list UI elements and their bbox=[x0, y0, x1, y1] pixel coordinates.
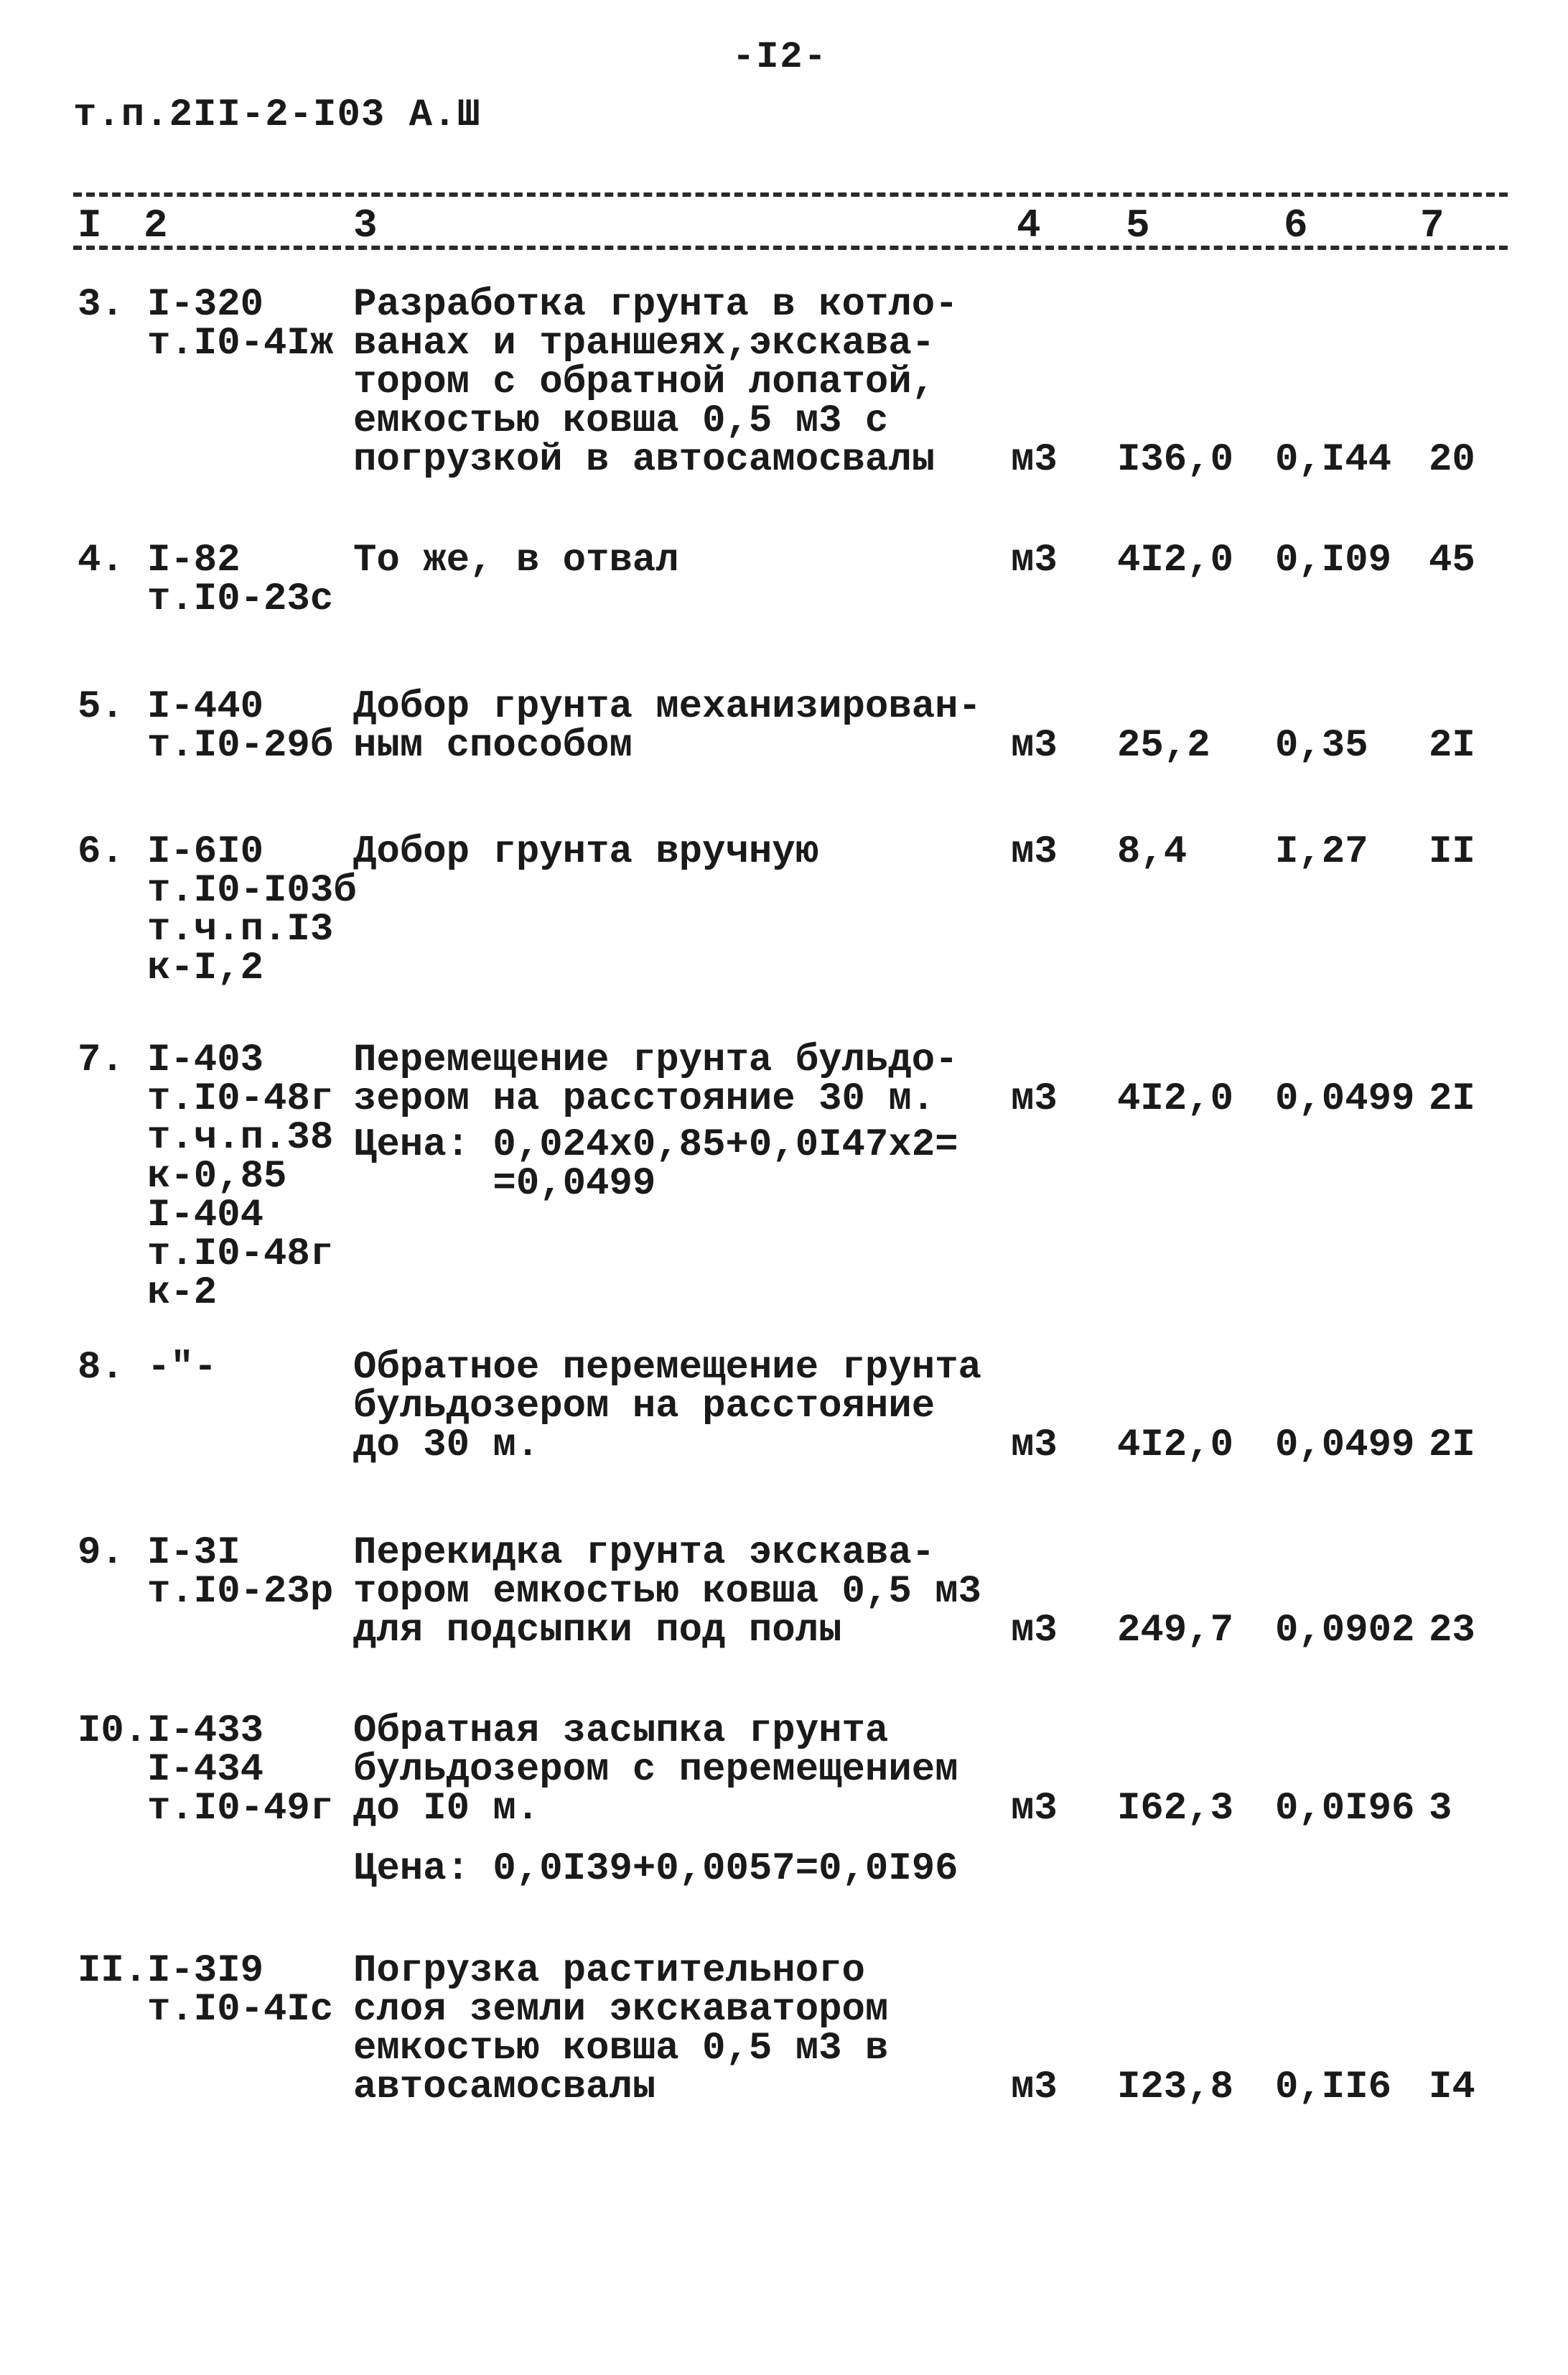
total-value: 2I bbox=[1429, 724, 1475, 768]
norm-reference: I-440 bbox=[147, 685, 264, 729]
unit-of-measure: м3 bbox=[1011, 1423, 1058, 1467]
quantity: 4I2,0 bbox=[1117, 539, 1234, 582]
norm-reference: -"- bbox=[147, 1346, 218, 1390]
work-description: емкостью ковша 0,5 м3 в bbox=[353, 2027, 889, 2070]
price-calculation: =0,0499 bbox=[353, 1162, 656, 1206]
work-description: погрузкой в автосамосвалы bbox=[353, 438, 935, 482]
unit-of-measure: м3 bbox=[1011, 1077, 1058, 1121]
norm-reference: I-6I0 bbox=[147, 830, 264, 874]
row-number: 7. bbox=[78, 1038, 124, 1082]
page-number: -I2- bbox=[732, 36, 828, 78]
norm-reference: I-82 bbox=[147, 539, 241, 582]
row-number: I0. bbox=[78, 1709, 148, 1753]
column-header-2: 2 bbox=[144, 203, 168, 248]
column-header-3: 3 bbox=[353, 203, 378, 248]
work-description: для подсыпки под полы bbox=[353, 1609, 842, 1653]
norm-reference: I-434 bbox=[147, 1748, 264, 1792]
row-number: II. bbox=[78, 1949, 148, 1993]
column-header-4: 4 bbox=[1017, 203, 1041, 248]
work-description: бульдозером на расстояние bbox=[353, 1385, 935, 1428]
unit-norm: I,27 bbox=[1275, 830, 1368, 874]
norm-reference: т.ч.п.38 bbox=[147, 1116, 334, 1160]
quantity: 4I2,0 bbox=[1117, 1077, 1234, 1121]
work-description: до I0 м. bbox=[353, 1787, 540, 1831]
work-description: Обратное перемещение грунта bbox=[353, 1346, 981, 1390]
work-description: Разработка грунта в котло- bbox=[353, 283, 958, 327]
work-description: Обратная засыпка грунта bbox=[353, 1709, 889, 1753]
total-value: 23 bbox=[1429, 1609, 1475, 1653]
column-header-6: 6 bbox=[1284, 203, 1308, 248]
norm-reference: т.I0-23р bbox=[147, 1570, 334, 1614]
norm-reference: I-404 bbox=[147, 1194, 264, 1237]
norm-reference: т.I0-23с bbox=[147, 577, 334, 621]
unit-norm: 0,0902 bbox=[1275, 1609, 1415, 1653]
work-description: ным способом bbox=[353, 724, 633, 768]
quantity: 4I2,0 bbox=[1117, 1423, 1234, 1467]
norm-reference: I-320 bbox=[147, 283, 264, 327]
norm-reference: т.I0-49г bbox=[147, 1787, 334, 1831]
row-number: 5. bbox=[78, 685, 124, 729]
quantity: I36,0 bbox=[1117, 438, 1234, 482]
row-number: 4. bbox=[78, 539, 124, 582]
unit-norm: 0,I09 bbox=[1275, 539, 1392, 582]
norm-reference: к-I,2 bbox=[147, 947, 264, 990]
work-description: слоя земли экскаватором bbox=[353, 1988, 889, 2032]
unit-norm: 0,0499 bbox=[1275, 1077, 1415, 1121]
quantity: 8,4 bbox=[1117, 830, 1187, 874]
norm-reference: I-3I bbox=[147, 1531, 241, 1575]
price-calculation: Цена: 0,0I39+0,0057=0,0I96 bbox=[353, 1847, 958, 1891]
total-value: 2I bbox=[1429, 1077, 1475, 1121]
total-value: 3 bbox=[1429, 1787, 1452, 1831]
row-number: 8. bbox=[78, 1346, 124, 1390]
norm-reference: т.I0-48г bbox=[147, 1232, 334, 1276]
unit-of-measure: м3 bbox=[1011, 539, 1058, 582]
column-header-1: I bbox=[78, 203, 102, 248]
row-number: 6. bbox=[78, 830, 124, 874]
work-description: бульдозером с перемещением bbox=[353, 1748, 958, 1792]
unit-of-measure: м3 bbox=[1011, 724, 1058, 768]
norm-reference: к-0,85 bbox=[147, 1155, 287, 1199]
work-description: ванах и траншеях,экскава- bbox=[353, 322, 935, 366]
work-description: Перемещение грунта бульдо- bbox=[353, 1038, 958, 1082]
column-header-7: 7 bbox=[1420, 203, 1445, 248]
unit-of-measure: м3 bbox=[1011, 1609, 1058, 1653]
norm-reference: т.I0-29б bbox=[147, 724, 334, 768]
work-description: Добор грунта механизирован- bbox=[353, 685, 981, 729]
work-description: емкостью ковша 0,5 м3 с bbox=[353, 399, 889, 443]
work-description: Добор грунта вручную bbox=[353, 830, 819, 874]
column-header-5: 5 bbox=[1126, 203, 1150, 248]
document-code: т.п.2II-2-I03 А.Ш bbox=[73, 93, 481, 137]
unit-norm: 0,0I96 bbox=[1275, 1787, 1415, 1831]
unit-norm: 0,35 bbox=[1275, 724, 1368, 768]
work-description: автосамосвалы bbox=[353, 2065, 656, 2109]
norm-reference: I-3I9 bbox=[147, 1949, 264, 1993]
norm-reference: т.ч.п.I3 bbox=[147, 908, 334, 952]
work-description: Погрузка растительного bbox=[353, 1949, 865, 1993]
norm-reference: к-2 bbox=[147, 1271, 218, 1315]
norm-reference: т.I0-48г bbox=[147, 1077, 334, 1121]
norm-reference: I-433 bbox=[147, 1709, 264, 1753]
price-calculation: Цена: 0,024х0,85+0,0I47х2= bbox=[353, 1123, 958, 1167]
total-value: II bbox=[1429, 830, 1475, 874]
work-description: Перекидка грунта экскава- bbox=[353, 1531, 935, 1575]
unit-norm: 0,I44 bbox=[1275, 438, 1392, 482]
quantity: 249,7 bbox=[1117, 1609, 1234, 1653]
work-description: тором с обратной лопатой, bbox=[353, 361, 935, 404]
unit-of-measure: м3 bbox=[1011, 438, 1058, 482]
total-value: 45 bbox=[1429, 539, 1475, 582]
work-description: зером на расстояние 30 м. bbox=[353, 1077, 935, 1121]
work-description: тором емкостью ковша 0,5 м3 bbox=[353, 1570, 981, 1614]
total-value: 20 bbox=[1429, 438, 1475, 482]
work-description: То же, в отвал bbox=[353, 539, 679, 582]
norm-reference: т.I0-4Iж bbox=[147, 322, 334, 366]
unit-of-measure: м3 bbox=[1011, 2065, 1058, 2109]
total-value: 2I bbox=[1429, 1423, 1475, 1467]
unit-of-measure: м3 bbox=[1011, 1787, 1058, 1831]
unit-norm: 0,II6 bbox=[1275, 2065, 1392, 2109]
unit-of-measure: м3 bbox=[1011, 830, 1058, 874]
header-bottom-rule bbox=[73, 246, 1508, 250]
quantity: 25,2 bbox=[1117, 724, 1210, 768]
norm-reference: т.I0-4Iс bbox=[147, 1988, 334, 2032]
header-top-rule bbox=[73, 192, 1508, 197]
row-number: 9. bbox=[78, 1531, 124, 1575]
norm-reference: I-403 bbox=[147, 1038, 264, 1082]
total-value: I4 bbox=[1429, 2065, 1475, 2109]
norm-reference: т.I0-I03б bbox=[147, 869, 357, 913]
row-number: 3. bbox=[78, 283, 124, 327]
quantity: I62,3 bbox=[1117, 1787, 1234, 1831]
quantity: I23,8 bbox=[1117, 2065, 1234, 2109]
unit-norm: 0,0499 bbox=[1275, 1423, 1415, 1467]
work-description: до 30 м. bbox=[353, 1423, 540, 1467]
